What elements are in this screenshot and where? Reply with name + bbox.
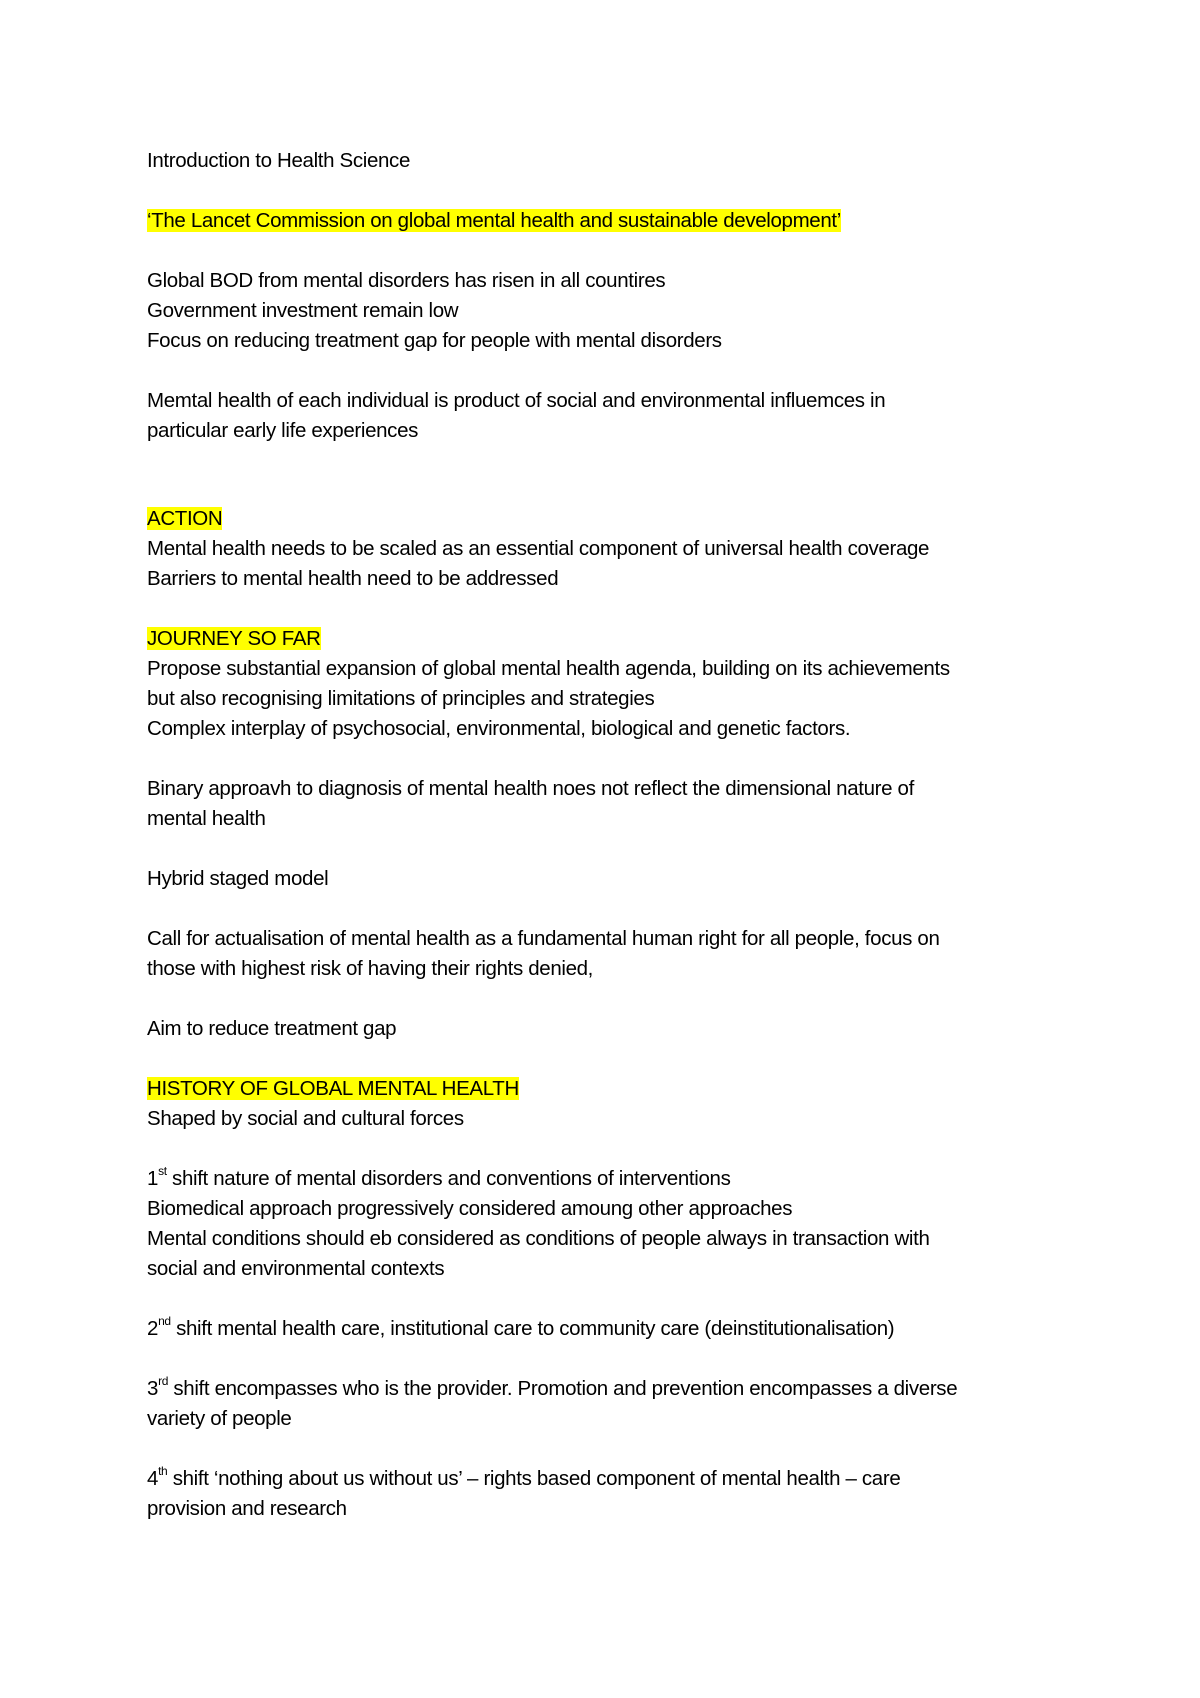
lancet-commission-heading: ‘The Lancet Commission on global mental health and sustainable development’ [147, 209, 841, 232]
shift-1-detail: Biomedical approach progressively considered amoung other approaches [147, 1197, 793, 1220]
action-line: Barriers to mental health need to be addressed [147, 567, 559, 590]
history-shaped-line: Shaped by social and cultural forces [147, 1107, 464, 1130]
document-body [147, 146, 1077, 1524]
journey-line: Complex interplay of psychosocial, environmental, biological and genetic factors. [147, 717, 851, 740]
action-line: Mental health needs to be scaled as an essential component of universal health coverage [147, 537, 930, 560]
journey-heading: JOURNEY SO FAR [147, 627, 321, 650]
shift-3-detail: variety of people [147, 1407, 292, 1430]
journey-line: Propose substantial expansion of global mental health agenda, building on its achievements [147, 657, 950, 680]
binary-approach-line: mental health [147, 807, 266, 830]
shift-2-line: 2nd shift mental health care, institutional care to community care (deinstitutionalisation) [147, 1314, 895, 1340]
shift-1-detail: social and environmental contexts [147, 1257, 445, 1280]
aim-line: Aim to reduce treatment gap [147, 1017, 397, 1040]
intro-paragraph-line: particular early life experiences [147, 419, 419, 442]
history-heading: HISTORY OF GLOBAL MENTAL HEALTH [147, 1077, 519, 1100]
shift-4-line: 4th shift ‘nothing about us without us’ – rights based component of mental health – care [147, 1464, 901, 1490]
intro-line: Focus on reducing treatment gap for people with mental disorders [147, 329, 722, 352]
intro-paragraph-line: Memtal health of each individual is product of social and environmental influemces in [147, 389, 886, 412]
binary-approach-line: Binary approavh to diagnosis of mental health noes not reflect the dimensional nature of [147, 777, 914, 800]
call-line: Call for actualisation of mental health as a fundamental human right for all people, focus on [147, 927, 940, 950]
shift-1-line: 1st shift nature of mental disorders and conventions of interventions [147, 1164, 731, 1190]
intro-line: Global BOD from mental disorders has risen in all countires [147, 269, 666, 292]
document-title: Introduction to Health Science [147, 149, 410, 172]
shift-3-line: 3rd shift encompasses who is the provider. Promotion and prevention encompasses a diverse [147, 1374, 958, 1400]
journey-line: but also recognising limitations of principles and strategies [147, 687, 655, 710]
action-heading: ACTION [147, 507, 223, 530]
hybrid-model-line: Hybrid staged model [147, 867, 329, 890]
intro-line: Government investment remain low [147, 299, 459, 322]
shift-4-detail: provision and research [147, 1497, 347, 1520]
shift-1-detail: Mental conditions should eb considered as conditions of people always in transaction with [147, 1227, 930, 1250]
call-line: those with highest risk of having their rights denied, [147, 957, 594, 980]
